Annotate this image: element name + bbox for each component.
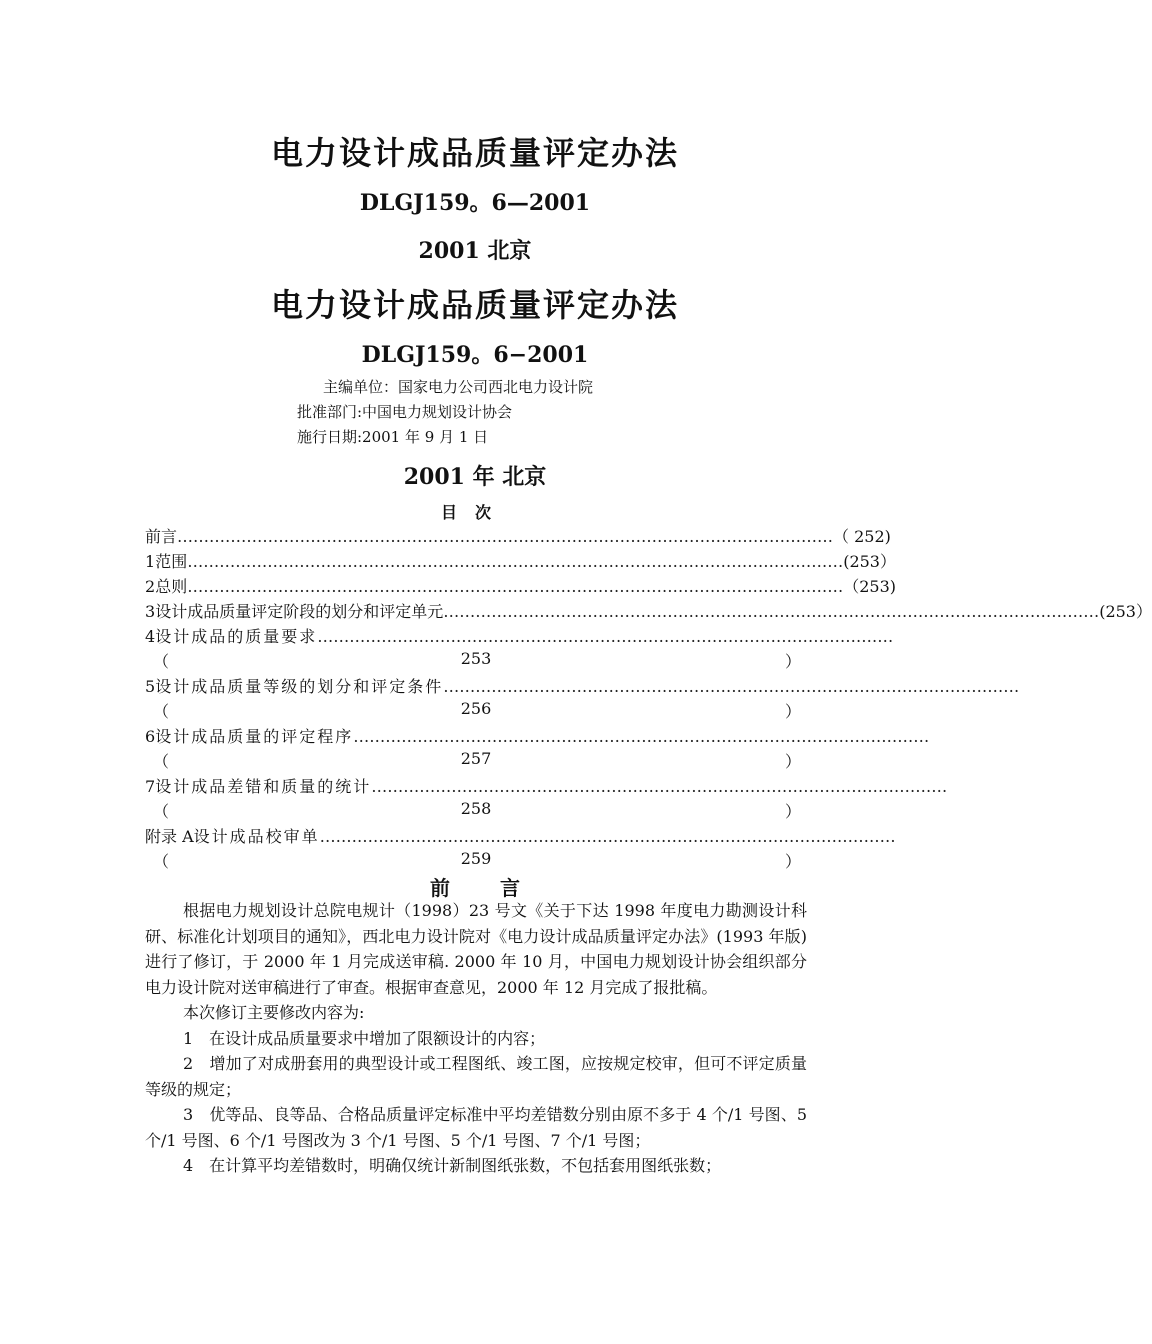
toc-item-stages[interactable] [145, 599, 1152, 623]
toc-dot-leader: ……………………………………………………………………………………………… [353, 727, 930, 746]
toc-item-procedure[interactable] [145, 724, 930, 748]
toc-item-number: 2 [145, 577, 156, 596]
toc-item-requirements[interactable] [145, 624, 894, 648]
foreword-list-item: 1 在设计成品质量要求中增加了限额设计的内容； [183, 1028, 546, 1048]
toc-item-label: 设计成品质量的评定程序 [155, 727, 354, 746]
toc-item-page: (253） [1099, 602, 1152, 621]
toc-item-number: 3 [145, 602, 156, 621]
toc-dot-leader: ……………………………………………………………………………………………… [319, 827, 896, 846]
toc-item-label: 设计成品差错和质量的统计 [155, 777, 372, 796]
standard-code-repeat: DLGJ159。6−2001 [361, 342, 589, 368]
toc-item-label: 设计成品校审单 [193, 827, 320, 846]
approval-department: 批准部门:中国电力规划设计协会 [297, 403, 513, 421]
toc-item-label: 设计成品的质量要求 [155, 627, 318, 646]
toc-item-number: 1 [145, 552, 156, 571]
toc-item-page: (253） [843, 552, 896, 571]
toc-item-page-line: （ 257 ） [145, 749, 807, 773]
toc-item-number: 5 [145, 677, 156, 696]
toc-dot-leader: ……………………………………………………………………………………………… [317, 627, 894, 646]
foreword-list-item: 3 优等品、良等品、合格品质量评定标准中平均差错数分别由原不多于 4 个/1 号图、5 个/1 号图、6 个/1 号图改为 3 个/1 号图、5 个/1 号图、7 个/1 号图； [145, 1105, 807, 1150]
toc-item-label: 范围 [155, 552, 188, 571]
toc-item-page-line: （ 256 ） [145, 699, 807, 723]
toc-item-number: 7 [145, 777, 156, 796]
toc-dot-leader: …………………………………………………………………………………………………………… [187, 552, 844, 571]
foreword-title: 前言 [430, 876, 570, 900]
toc-item-page: 253 [460, 649, 492, 668]
toc-dot-leader: …………………………………………………………………………………………………………… [177, 527, 834, 546]
foreword-paragraph: 本次修订主要修改内容为: [183, 1003, 365, 1022]
toc-item-number: 4 [145, 627, 156, 646]
toc-item-general[interactable] [145, 574, 896, 598]
toc-item-page: 257 [460, 749, 492, 768]
toc-dot-leader: …………………………………………………………………………………………………………… [443, 602, 1100, 621]
toc-dot-leader: …………………………………………………………………………………………………………… [187, 577, 844, 596]
toc-item-label: 总则 [155, 577, 188, 596]
standard-code: DLGJ159。6—2001 [359, 190, 591, 216]
toc-item-page: 258 [460, 799, 492, 818]
toc-item-number: 6 [145, 727, 156, 746]
toc-item-page: （253) [843, 577, 896, 596]
toc-dot-leader: ……………………………………………………………………………………………… [443, 677, 1020, 696]
toc-item-page-line: （ 258 ） [145, 799, 807, 823]
toc-item-label: 设计成品质量评定阶段的划分和评定单元 [155, 602, 444, 621]
toc-item-grades[interactable] [145, 674, 1020, 698]
toc-item-number: 附录 A [145, 827, 194, 846]
toc-item-label: 前言 [145, 527, 178, 546]
toc-item-foreword[interactable] [145, 524, 891, 548]
effective-date: 施行日期:2001 年 9 月 1 日 [297, 428, 489, 446]
foreword-list-item: 2 增加了对成册套用的典型设计或工程图纸、竣工图，应按规定校审，但可不评定质量等级的规定； [145, 1054, 807, 1099]
toc-item-page-line: （ 259 ） [145, 849, 807, 873]
toc-item-appendix-a[interactable] [145, 824, 896, 848]
foreword-paragraph: 根据电力规划设计总院电规计（1998）23 号文《关于下达 1998 年度电力勘测设计科研、标准化计划项目的通知》，西北电力设计院对《电力设计成品质量评定办法》(1993 年版)进行了修订，于 2000 年 1 月完成送审稿. 2000 年 10 月，中国电力规划设计协会组织部分电力设计院对送审稿进行了审查。根据审查意见，2000 年 12 月完成了报批稿。 [145, 901, 807, 997]
foreword-list-item: 4 在计算平均差错数时，明确仅统计新制图纸张数，不包括套用图纸张数； [183, 1156, 722, 1175]
toc-item-page: （ 252) [833, 527, 891, 546]
document-title-repeat: 电力设计成品质量评定办法 [270, 286, 679, 324]
foreword-body [145, 898, 807, 1179]
toc-item-label: 设计成品质量等级的划分和评定条件 [155, 677, 444, 696]
toc-item-statistics[interactable] [145, 774, 948, 798]
toc-item-page: 256 [460, 699, 492, 718]
toc-dot-leader: ……………………………………………………………………………………………… [371, 777, 948, 796]
toc-title: 目次 [440, 503, 509, 522]
publication-place-year: 2001 年 北京 [403, 464, 547, 490]
toc-item-page: 259 [460, 849, 492, 868]
editor-unit: 主编单位：国家电力公司西北电力设计院 [323, 378, 594, 396]
publication-place: 2001 北京 [418, 238, 532, 264]
toc-item-scope[interactable] [145, 549, 896, 573]
toc-item-page-line: （ 253 ） [145, 649, 807, 673]
document-title: 电力设计成品质量评定办法 [270, 134, 679, 172]
